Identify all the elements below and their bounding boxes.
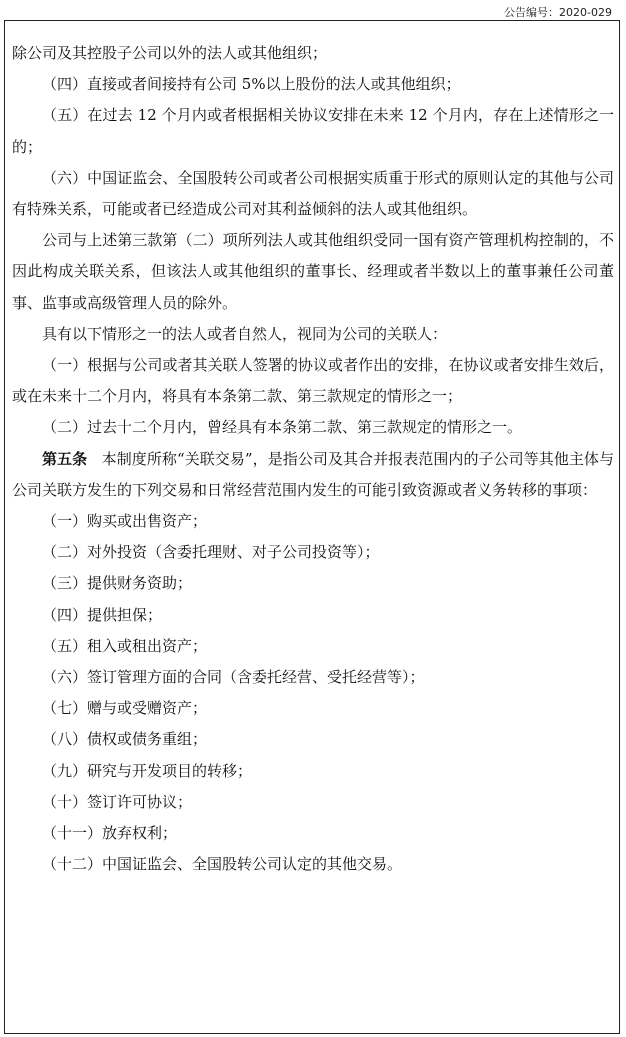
list-item: （一）购买或出售资产； <box>42 512 208 531</box>
list-item: （九）研究与开发项目的转移； <box>42 761 253 780</box>
paragraph: （四）直接或者间接持有公司 5%以上股份的法人或其他组织； <box>42 75 461 94</box>
list-item: （十一）放弃权利； <box>42 824 178 843</box>
article-heading: 第五条 <box>42 449 88 468</box>
paragraph: 公司与上述第三款第（二）项所列法人或其他组织受同一国有资产管理机构控制的，不因此构成关联关系，但该法人或其他组织的董事长、经理或者半数以上的董事兼任公司董事、监事或高级管理人员的除外。 <box>12 231 614 312</box>
list-item: （六）签订管理方面的合同（含委托经营、受托经营等）； <box>42 668 425 687</box>
article-5 <box>12 444 614 506</box>
list-item: （十）签订许可协议； <box>42 792 193 811</box>
list-item: （十二）中国证监会、全国股转公司认定的其他交易。 <box>42 855 403 874</box>
paragraph: 具有以下情形之一的法人或者自然人，视同为公司的关联人： <box>42 324 448 343</box>
paragraph: （二）过去十二个月内，曾经具有本条第二款、第三款规定的情形之一。 <box>42 418 523 437</box>
paragraph: （一）根据与公司或者其关联人签署的协议或者作出的安排，在协议或者安排生效后，或在未来十二个月内，将具有本条第二款、第三款规定的情形之一； <box>12 356 614 406</box>
list-item: （八）债权或债务重组； <box>42 730 208 749</box>
document-body <box>12 38 614 880</box>
notice-number: 公告编号：2020-029 <box>504 6 612 19</box>
list-item: （三）提供财务资助； <box>42 574 193 593</box>
list-item: （七）赠与或受赠资产； <box>42 699 208 718</box>
article-text: 本制度所称“关联交易”，是指公司及其合并报表范围内的子公司等其他主体与公司关联方发生的下列交易和日常经营范围内发生的可能引致资源或者义务转移的事项： <box>12 449 614 499</box>
paragraph: （六）中国证监会、全国股转公司或者公司根据实质重于形式的原则认定的其他与公司有特殊关系，可能或者已经造成公司对其利益倾斜的法人或其他组织。 <box>12 168 614 219</box>
list-item: （五）租入或租出资产； <box>42 636 208 655</box>
list-item: （四）提供担保； <box>42 605 163 624</box>
paragraph: 除公司及其控股子公司以外的法人或其他组织； <box>12 44 328 62</box>
paragraph: （五）在过去 12 个月内或者根据相关协议安排在未来 12 个月内，存在上述情形之一的； <box>12 106 614 156</box>
list-item: （二）对外投资（含委托理财、对子公司投资等）； <box>42 543 380 562</box>
